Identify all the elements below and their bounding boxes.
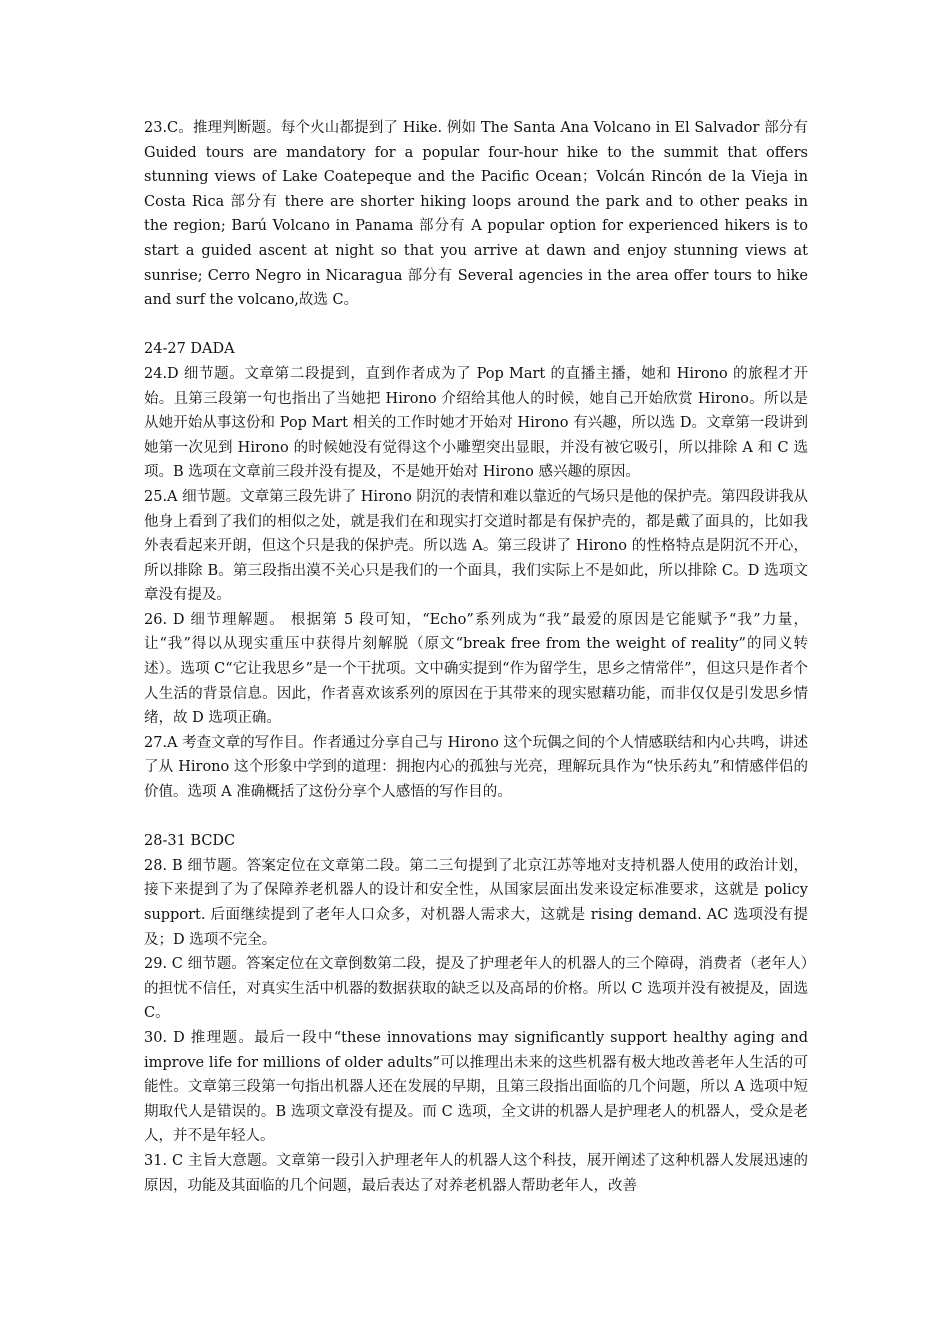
answer-key-24-27: 24-27 DADA <box>144 341 235 358</box>
answer-explanation-31: 31. C 主旨大意题。文章第一段引入护理老年人的机器人这个科技，展开阐述了这种机器人发展迅速的原因，功能及其面临的几个问题，最后表达了对养老机器人帮助老年人，改善 <box>144 1152 808 1194</box>
answer-explanation-27: 27.A 考查文章的写作目。作者通过分享自己与 Hirono 这个玩偶之间的个人情感联结和内心共鸣，讲述了从 Hirono 这个形象中学到的道理：拥抱内心的孤独与光亮，理解玩具作为“快乐药丸”和情感伴侣的价值。选项 A 准确概括了这份分享个人感悟的写作目的。 <box>144 734 808 801</box>
answer-explanation-29: 29. C 细节题。答案定位在文章倒数第二段，提及了护理老年人的机器人的三个障碍，消费者（老年人）的担忧不信任，对真实生活中机器的数据获取的缺乏以及高昂的价格。所以 C 选项并没有被提及，固选 C。 <box>144 956 808 1022</box>
answer-explanation-24: 24.D 细节题。文章第二段提到，直到作者成为了 Pop Mart 的直播主播，她和 Hirono 的旅程才开始。且第三段第一句也指出了当她把 Hirono 介绍给其他人的时候，她自己开始欣赏 Hirono。所以是从她开始从事这份和 Pop Mart 相关的工作时她才开始对 Hirono 有兴趣，所以选 D。文章第一段讲到她第一次见到 Hirono 的时候她没有觉得这个小雕塑突出显眼，并没有被它吸引，所以排除 A 和 C 选项。B 选项在文章前三段并没有提及，不是她开始对 Hirono 感兴趣的原因。 <box>144 365 808 481</box>
answer-explanation-23: 23.C。推理判断题。每个火山都提到了 Hike. 例如 The Santa Ana Volcano in El Salvador 部分有 Guided tours are mandatory for a popular four-hour hike to the summit that offers stunning views of Lake Coatepeque and the Pacific Ocean；Volcán Rincón de la Vieja in Costa Rica 部分有 there are shorter hiking loops around the park and to other peaks in the region; Barú Volcano in Panama 部分有 A popular option for experienced hikers is to start a guided ascent at night so that you arrive at dawn and enjoy stunning views at sunrise; Cerro Negro in Nicaragua 部分有 Several agencies in the area offer tours to hike and surf the volcano,故选 C。 <box>144 120 808 309</box>
paragraph-gap <box>144 313 808 338</box>
answer-explanation-28: 28. B 细节题。答案定位在文章第二段。第二三句提到了北京江苏等地对支持机器人使用的政治计划，接下来提到了为了保障养老机器人的设计和安全性，从国家层面出发来设定标准要求，这就是 policy support. 后面继续提到了老年人口众多，对机器人需求大，这就是 rising demand. AC 选项没有提及；D 选项不完全。 <box>144 857 808 948</box>
answer-explanation-25: 25.A 细节题。文章第三段先讲了 Hirono 阴沉的表情和难以靠近的气场只是他的保护壳。第四段讲我从他身上看到了我们的相似之处，就是我们在和现实打交道时都是有保护壳的，都是戴了面具的，比如我外表看起来开朗，但这个只是我的保护壳。所以选 A。第三段讲了 Hirono 的性格特点是阴沉不开心，所以排除 B。第三段指出漠不关心只是我们的一个面具，我们实际上不是如此，所以排除 C。D 选项文章没有提及。 <box>144 488 808 604</box>
answer-explanation-30: 30. D 推理题。最后一段中“these innovations may significantly support healthy aging and improve life for millions of older adults”可以推理出未来的这些机器有极大地改善老年人生活的可能性。文章第三段第一句指出机器人还在发展的早期，且第三段指出面临的几个问题，所以 A 选项中短期取代人是错误的。B 选项文章没有提及。而 C 选项，全文讲的机器人是护理老人的机器人，受众是老人，并不是年轻人。 <box>144 1029 808 1145</box>
answer-key-28-31: 28-31 BCDC <box>144 833 236 850</box>
paragraph-gap <box>144 805 808 830</box>
answer-explanation-26: 26. D 细节理解题。 根据第 5 段可知，“Echo”系列成为“我”最爱的原因是它能赋予“我”力量，让“我”得以从现实重压中获得片刻解脱（原文“break free from the weight of reality”的同义转述）。选项 C“它让我思乡”是一个干扰项。文中确实提到“作为留学生，思乡之情常伴”，但这只是作者个人生活的背景信息。因此，作者喜欢该系列的原因在于其带来的现实慰藉功能，而非仅仅是引发思乡情绪，故 D 选项正确。 <box>144 611 808 727</box>
document-page <box>144 116 808 1198</box>
